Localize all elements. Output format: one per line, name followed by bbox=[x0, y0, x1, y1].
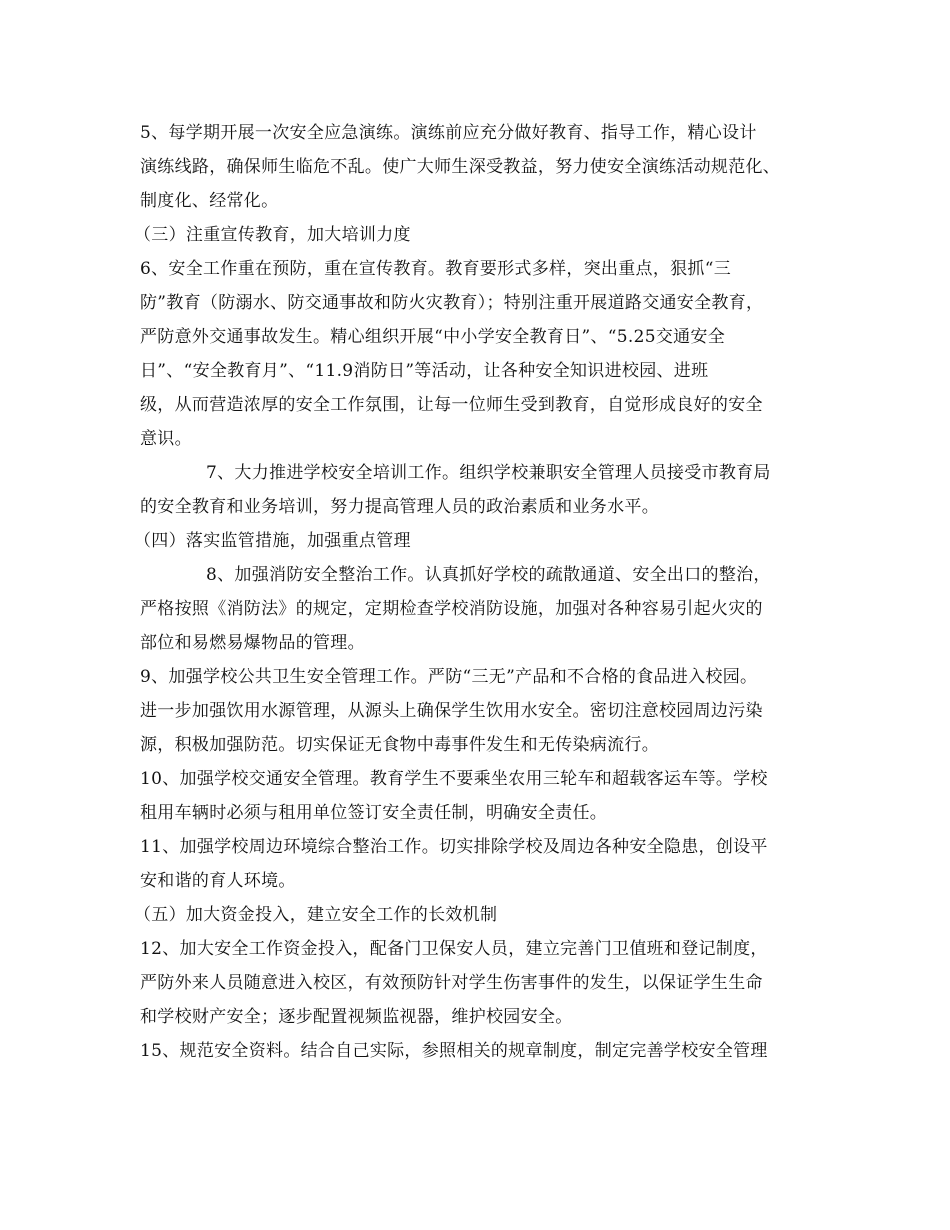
paragraph-9-line-2: 进一步加强饮用水源管理，从源头上确保学生饮用水安全。密切注意校园周边污染 bbox=[140, 701, 763, 721]
document-body bbox=[134, 116, 840, 1068]
paragraph-9-line-1: 9、加强学校公共卫生安全管理工作。严防“三无”产品和不合格的食品进入校园。 bbox=[140, 667, 758, 687]
paragraph-11-line-1: 11、加强学校周边环境综合整治工作。切实排除学校及周边各种安全隐患，创设平 bbox=[140, 837, 768, 857]
paragraph-6-line-2: 防”教育（防溺水、防交通事故和防火灾教育）；特别注重开展道路交通安全教育， bbox=[140, 293, 764, 313]
paragraph-5-line-3: 制度化、经常化。 bbox=[140, 191, 279, 211]
section-heading-3: （三）注重宣传教育，加大培训力度 bbox=[134, 225, 411, 245]
paragraph-12-line-3: 和学校财产安全；逐步配置视频监视器，维护校园安全。 bbox=[140, 1007, 573, 1027]
paragraph-6-line-6: 意识。 bbox=[140, 429, 192, 449]
paragraph-6-line-5: 级，从而营造浓厚的安全工作氛围，让每一位师生受到教育，自觉形成良好的安全 bbox=[140, 395, 763, 415]
section-heading-5: （五）加大资金投入，建立安全工作的长效机制 bbox=[134, 905, 498, 925]
section-heading-4: （四）落实监管措施，加强重点管理 bbox=[134, 531, 411, 551]
paragraph-8-line-3: 部位和易燃易爆物品的管理。 bbox=[140, 633, 365, 653]
paragraph-6-line-1: 6、安全工作重在预防，重在宣传教育。教育要形式多样，突出重点，狠抓“三 bbox=[140, 259, 732, 279]
paragraph-11-line-2: 安和谐的育人环境。 bbox=[140, 871, 296, 891]
paragraph-7-line-2: 的安全教育和业务培训，努力提高管理人员的政治素质和业务水平。 bbox=[140, 497, 659, 517]
paragraph-9-line-3: 源，积极加强防范。切实保证无食物中毒事件发生和无传染病流行。 bbox=[140, 735, 659, 755]
paragraph-7-line-1: 7、大力推进学校安全培训工作。组织学校兼职安全管理人员接受市教育局 bbox=[206, 463, 771, 483]
paragraph-6-line-4: 日”、“安全教育月”、“11.9消防日”等活动，让各种安全知识进校园、进班 bbox=[140, 361, 709, 381]
paragraph-5-line-1: 5、每学期开展一次安全应急演练。演练前应充分做好教育、指导工作，精心设计 bbox=[140, 123, 757, 143]
paragraph-8-line-2: 严格按照《消防法》的规定，定期检查学校消防设施，加强对各种容易引起火灾的 bbox=[140, 599, 763, 619]
paragraph-10-line-1: 10、加强学校交通安全管理。教育学生不要乘坐农用三轮车和超载客运车等。学校 bbox=[140, 769, 768, 789]
paragraph-10-line-2: 租用车辆时必须与租用单位签订安全责任制，明确安全责任。 bbox=[140, 803, 608, 823]
paragraph-12-line-2: 严防外来人员随意进入校区，有效预防针对学生伤害事件的发生，以保证学生生命 bbox=[140, 973, 763, 993]
paragraph-12-line-1: 12、加大安全工作资金投入，配备门卫保安人员，建立完善门卫值班和登记制度， bbox=[140, 939, 768, 959]
paragraph-8-line-1: 8、加强消防安全整治工作。认真抓好学校的疏散通道、安全出口的整治， bbox=[206, 565, 771, 585]
paragraph-5-line-2: 演练线路，确保师生临危不乱。使广大师生深受教益，努力使安全演练活动规范化、 bbox=[140, 157, 781, 177]
paragraph-15-line-1: 15、规范安全资料。结合自己实际，参照相关的规章制度，制定完善学校安全管理 bbox=[140, 1041, 768, 1061]
paragraph-6-line-3: 严防意外交通事故发生。精心组织开展“中小学安全教育日”、“5.25交通安全 bbox=[140, 327, 726, 347]
